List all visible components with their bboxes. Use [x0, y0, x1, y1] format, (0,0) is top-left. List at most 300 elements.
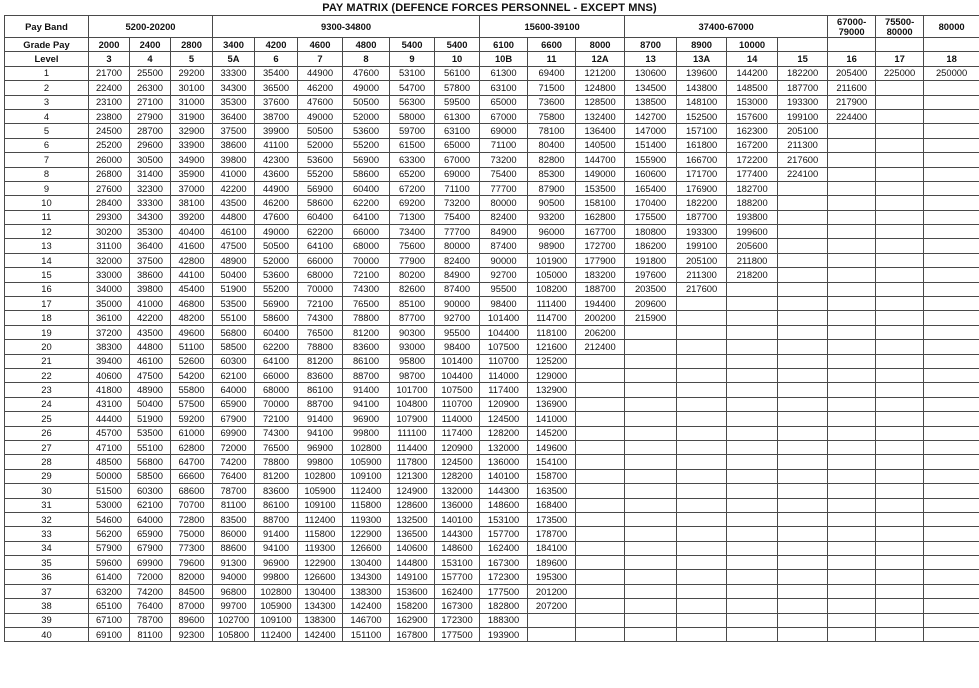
- pay-value-cell: 78800: [255, 455, 298, 469]
- pay-value-cell: 57800: [435, 81, 480, 95]
- pay-value-cell: 134300: [298, 599, 343, 613]
- pay-value-cell: 209600: [625, 297, 677, 311]
- pay-value-cell: 37000: [171, 181, 213, 195]
- pay-value-cell: [778, 225, 828, 239]
- pay-value-cell: [778, 570, 828, 584]
- pay-value-cell: [778, 469, 828, 483]
- pay-value-cell: [727, 570, 778, 584]
- pay-value-cell: 183200: [576, 268, 625, 282]
- table-row: [5, 368, 979, 382]
- grade-pay-cell: 2400: [130, 38, 171, 52]
- pay-value-cell: [625, 484, 677, 498]
- table-row: [5, 527, 979, 541]
- pay-value-cell: [924, 484, 979, 498]
- pay-value-cell: [876, 325, 924, 339]
- pay-value-cell: 72000: [130, 570, 171, 584]
- pay-value-cell: [778, 613, 828, 627]
- pay-value-cell: 201200: [528, 584, 576, 598]
- pay-value-cell: 142400: [343, 599, 390, 613]
- pay-value-cell: 153500: [576, 181, 625, 195]
- pay-value-cell: 193300: [778, 95, 828, 109]
- pay-value-cell: 96900: [255, 556, 298, 570]
- pay-value-cell: [828, 210, 876, 224]
- pay-value-cell: [576, 426, 625, 440]
- table-row: [5, 181, 979, 195]
- table-row: [5, 570, 979, 584]
- pay-value-cell: 95800: [390, 354, 435, 368]
- pay-value-cell: [828, 153, 876, 167]
- pay-value-cell: 26300: [130, 81, 171, 95]
- pay-value-cell: [677, 613, 727, 627]
- pay-value-cell: 134300: [343, 570, 390, 584]
- pay-value-cell: 33900: [171, 138, 213, 152]
- pay-value-cell: 88700: [343, 368, 390, 382]
- pay-value-cell: [576, 484, 625, 498]
- pay-value-cell: 85100: [390, 297, 435, 311]
- grade-pay-label: Grade Pay: [5, 38, 89, 52]
- pay-value-cell: 158200: [390, 599, 435, 613]
- pay-value-cell: 33000: [89, 268, 130, 282]
- level-header-cell: 5A: [213, 52, 255, 66]
- pay-value-cell: 187700: [778, 81, 828, 95]
- pay-value-cell: 50500: [298, 124, 343, 138]
- pay-value-cell: 67900: [130, 541, 171, 555]
- pay-value-cell: [876, 253, 924, 267]
- table-row: [5, 138, 979, 152]
- pay-value-cell: 29300: [89, 210, 130, 224]
- pay-value-cell: 37200: [89, 325, 130, 339]
- pay-value-cell: [625, 498, 677, 512]
- pay-value-cell: [778, 181, 828, 195]
- pay-value-cell: 117800: [390, 455, 435, 469]
- row-index-cell: 33: [5, 527, 89, 541]
- pay-value-cell: 52000: [298, 138, 343, 152]
- pay-value-cell: [924, 584, 979, 598]
- pay-value-cell: 47600: [298, 95, 343, 109]
- pay-value-cell: [727, 354, 778, 368]
- pay-value-cell: 121200: [576, 66, 625, 80]
- pay-value-cell: 44800: [213, 210, 255, 224]
- pay-value-cell: 50000: [89, 469, 130, 483]
- pay-value-cell: [778, 196, 828, 210]
- pay-value-cell: 140100: [480, 469, 528, 483]
- grade-pay-cell: 8900: [677, 38, 727, 52]
- pay-value-cell: [625, 325, 677, 339]
- pay-value-cell: 67900: [213, 412, 255, 426]
- pay-value-cell: [727, 325, 778, 339]
- pay-value-cell: [528, 628, 576, 642]
- pay-value-cell: 77300: [171, 541, 213, 555]
- pay-value-cell: 94100: [343, 397, 390, 411]
- pay-value-cell: [778, 512, 828, 526]
- pay-value-cell: 197600: [625, 268, 677, 282]
- pay-value-cell: 124900: [390, 484, 435, 498]
- pay-value-cell: 158100: [576, 196, 625, 210]
- pay-value-cell: [924, 181, 979, 195]
- pay-value-cell: [876, 426, 924, 440]
- pay-value-cell: [625, 599, 677, 613]
- pay-value-cell: 163500: [528, 484, 576, 498]
- pay-value-cell: [727, 512, 778, 526]
- table-body: [5, 66, 979, 642]
- pay-value-cell: 189600: [528, 556, 576, 570]
- pay-value-cell: [828, 268, 876, 282]
- pay-value-cell: 117400: [480, 383, 528, 397]
- table-row: [5, 469, 979, 483]
- pay-value-cell: [778, 239, 828, 253]
- pay-value-cell: [677, 628, 727, 642]
- pay-value-cell: [924, 81, 979, 95]
- pay-value-cell: 73200: [480, 153, 528, 167]
- pay-value-cell: 199100: [677, 239, 727, 253]
- pay-value-cell: 66600: [171, 469, 213, 483]
- pay-value-cell: [828, 397, 876, 411]
- pay-value-cell: [876, 556, 924, 570]
- pay-value-cell: [727, 311, 778, 325]
- pay-value-cell: [677, 325, 727, 339]
- table-row: [5, 167, 979, 181]
- pay-value-cell: 153100: [480, 512, 528, 526]
- pay-value-cell: [778, 354, 828, 368]
- pay-value-cell: 180800: [625, 225, 677, 239]
- pay-value-cell: 70000: [298, 282, 343, 296]
- level-header-cell: 15: [778, 52, 828, 66]
- pay-value-cell: [677, 340, 727, 354]
- pay-value-cell: 37500: [213, 124, 255, 138]
- level-header-cell: 8: [343, 52, 390, 66]
- pay-value-cell: 34300: [130, 210, 171, 224]
- pay-value-cell: 205600: [727, 239, 778, 253]
- pay-value-cell: 115800: [298, 527, 343, 541]
- pay-value-cell: [924, 527, 979, 541]
- table-row: [5, 397, 979, 411]
- row-index-cell: 35: [5, 556, 89, 570]
- table-row: [5, 584, 979, 598]
- pay-value-cell: [625, 613, 677, 627]
- level-row: [5, 52, 979, 66]
- pay-value-cell: [576, 613, 625, 627]
- pay-value-cell: 81100: [130, 628, 171, 642]
- pay-value-cell: 124800: [576, 81, 625, 95]
- pay-value-cell: 32300: [130, 181, 171, 195]
- pay-value-cell: [924, 95, 979, 109]
- pay-value-cell: 167700: [576, 225, 625, 239]
- pay-value-cell: 144200: [727, 66, 778, 80]
- pay-value-cell: [876, 167, 924, 181]
- pay-value-cell: [778, 210, 828, 224]
- pay-value-cell: 32900: [171, 124, 213, 138]
- pay-band-cell: 9300-34800: [213, 16, 480, 38]
- pay-value-cell: [876, 613, 924, 627]
- pay-value-cell: 76500: [298, 325, 343, 339]
- pay-value-cell: 136900: [528, 397, 576, 411]
- row-index-cell: 2: [5, 81, 89, 95]
- pay-value-cell: [828, 354, 876, 368]
- pay-value-cell: 121600: [528, 340, 576, 354]
- pay-value-cell: 80400: [528, 138, 576, 152]
- pay-value-cell: 55800: [171, 383, 213, 397]
- pay-value-cell: 93000: [390, 340, 435, 354]
- pay-value-cell: 82000: [171, 570, 213, 584]
- pay-value-cell: [677, 368, 727, 382]
- pay-value-cell: 155900: [625, 153, 677, 167]
- pay-value-cell: 102800: [255, 584, 298, 598]
- pay-value-cell: 31000: [171, 95, 213, 109]
- pay-value-cell: [828, 455, 876, 469]
- pay-value-cell: 126600: [343, 541, 390, 555]
- pay-value-cell: 62800: [171, 440, 213, 454]
- pay-value-cell: [576, 397, 625, 411]
- table-row: [5, 599, 979, 613]
- pay-value-cell: [625, 397, 677, 411]
- pay-value-cell: 51100: [171, 340, 213, 354]
- pay-value-cell: [924, 253, 979, 267]
- pay-value-cell: 29200: [171, 66, 213, 80]
- grade-pay-cell: 3400: [213, 38, 255, 52]
- pay-value-cell: 35300: [213, 95, 255, 109]
- pay-value-cell: 61300: [480, 66, 528, 80]
- pay-value-cell: 130400: [298, 584, 343, 598]
- pay-value-cell: 53600: [255, 268, 298, 282]
- pay-value-cell: [924, 210, 979, 224]
- pay-value-cell: [677, 412, 727, 426]
- pay-value-cell: 188200: [727, 196, 778, 210]
- pay-value-cell: [876, 628, 924, 642]
- pay-value-cell: 69000: [435, 167, 480, 181]
- pay-value-cell: 43500: [130, 325, 171, 339]
- pay-value-cell: [828, 282, 876, 296]
- pay-value-cell: 122900: [298, 556, 343, 570]
- pay-value-cell: 104400: [480, 325, 528, 339]
- pay-value-cell: 217600: [778, 153, 828, 167]
- pay-value-cell: [778, 311, 828, 325]
- pay-value-cell: 153000: [727, 95, 778, 109]
- pay-value-cell: 56800: [130, 455, 171, 469]
- table-row: [5, 455, 979, 469]
- pay-value-cell: 132000: [480, 440, 528, 454]
- pay-value-cell: [876, 124, 924, 138]
- pay-value-cell: [625, 340, 677, 354]
- pay-value-cell: 83600: [255, 484, 298, 498]
- table-row: [5, 628, 979, 642]
- pay-value-cell: [576, 512, 625, 526]
- pay-value-cell: [876, 541, 924, 555]
- pay-value-cell: 46200: [255, 196, 298, 210]
- pay-value-cell: 55100: [130, 440, 171, 454]
- pay-value-cell: 50400: [130, 397, 171, 411]
- pay-value-cell: 107500: [480, 340, 528, 354]
- row-index-cell: 23: [5, 383, 89, 397]
- pay-value-cell: [576, 570, 625, 584]
- pay-value-cell: [828, 613, 876, 627]
- pay-value-cell: 45400: [171, 282, 213, 296]
- pay-value-cell: 58500: [130, 469, 171, 483]
- pay-value-cell: [677, 383, 727, 397]
- pay-value-cell: [876, 95, 924, 109]
- pay-value-cell: [727, 599, 778, 613]
- pay-value-cell: 42200: [213, 181, 255, 195]
- pay-value-cell: 53000: [89, 498, 130, 512]
- pay-value-cell: 102800: [343, 440, 390, 454]
- pay-value-cell: 30100: [171, 81, 213, 95]
- pay-value-cell: [778, 440, 828, 454]
- pay-value-cell: 48900: [130, 383, 171, 397]
- pay-value-cell: 53600: [298, 153, 343, 167]
- pay-value-cell: [576, 412, 625, 426]
- pay-value-cell: [778, 599, 828, 613]
- pay-value-cell: [677, 455, 727, 469]
- pay-value-cell: 105900: [255, 599, 298, 613]
- pay-value-cell: 86100: [255, 498, 298, 512]
- pay-value-cell: 157600: [727, 109, 778, 123]
- pay-value-cell: 167300: [480, 556, 528, 570]
- pay-value-cell: 138300: [298, 613, 343, 627]
- pay-value-cell: [727, 340, 778, 354]
- row-index-cell: 27: [5, 440, 89, 454]
- pay-value-cell: 77700: [435, 225, 480, 239]
- grade-pay-cell: 6600: [528, 38, 576, 52]
- pay-value-cell: 65900: [213, 397, 255, 411]
- pay-value-cell: 66000: [343, 225, 390, 239]
- pay-value-cell: 162300: [727, 124, 778, 138]
- pay-value-cell: [677, 570, 727, 584]
- pay-value-cell: 64100: [343, 210, 390, 224]
- pay-value-cell: 206200: [576, 325, 625, 339]
- pay-value-cell: 60400: [255, 325, 298, 339]
- pay-value-cell: 38600: [130, 268, 171, 282]
- pay-value-cell: 98400: [480, 297, 528, 311]
- table-row: [5, 426, 979, 440]
- pay-value-cell: 121300: [390, 469, 435, 483]
- pay-value-cell: [778, 584, 828, 598]
- row-index-cell: 17: [5, 297, 89, 311]
- pay-value-cell: 78700: [213, 484, 255, 498]
- pay-value-cell: 81200: [343, 325, 390, 339]
- pay-value-cell: 104800: [390, 397, 435, 411]
- pay-value-cell: 37600: [255, 95, 298, 109]
- pay-value-cell: 27900: [130, 109, 171, 123]
- pay-value-cell: 92700: [435, 311, 480, 325]
- pay-value-cell: [828, 570, 876, 584]
- pay-value-cell: [727, 541, 778, 555]
- row-index-cell: 40: [5, 628, 89, 642]
- pay-value-cell: [576, 541, 625, 555]
- pay-value-cell: 82400: [480, 210, 528, 224]
- pay-value-cell: 87400: [480, 239, 528, 253]
- pay-value-cell: 54700: [390, 81, 435, 95]
- pay-value-cell: 166700: [677, 153, 727, 167]
- pay-value-cell: 55200: [255, 282, 298, 296]
- pay-value-cell: 86100: [343, 354, 390, 368]
- pay-value-cell: 175500: [625, 210, 677, 224]
- pay-value-cell: 99800: [298, 455, 343, 469]
- pay-value-cell: 75400: [435, 210, 480, 224]
- row-index-cell: 16: [5, 282, 89, 296]
- level-header-cell: 6: [255, 52, 298, 66]
- pay-value-cell: 56200: [89, 527, 130, 541]
- pay-value-cell: [828, 556, 876, 570]
- pay-value-cell: 66000: [255, 368, 298, 382]
- pay-value-cell: 86000: [213, 527, 255, 541]
- table-row: [5, 210, 979, 224]
- pay-value-cell: 28700: [130, 124, 171, 138]
- pay-value-cell: 205100: [677, 253, 727, 267]
- table-row: [5, 268, 979, 282]
- pay-value-cell: 59200: [171, 412, 213, 426]
- pay-value-cell: 108200: [528, 282, 576, 296]
- pay-value-cell: 184100: [528, 541, 576, 555]
- pay-value-cell: 37500: [130, 253, 171, 267]
- row-index-cell: 3: [5, 95, 89, 109]
- pay-value-cell: 211600: [828, 81, 876, 95]
- pay-value-cell: [876, 109, 924, 123]
- pay-value-cell: 167200: [727, 138, 778, 152]
- pay-value-cell: 110700: [435, 397, 480, 411]
- pay-value-cell: 86100: [298, 383, 343, 397]
- pay-value-cell: [625, 412, 677, 426]
- pay-value-cell: 157100: [677, 124, 727, 138]
- pay-band-cell: 15600-39100: [480, 16, 625, 38]
- pay-value-cell: [924, 613, 979, 627]
- pay-value-cell: 43500: [213, 196, 255, 210]
- pay-value-cell: 87900: [528, 181, 576, 195]
- row-index-cell: 25: [5, 412, 89, 426]
- pay-value-cell: [828, 239, 876, 253]
- pay-value-cell: 39400: [89, 354, 130, 368]
- pay-value-cell: [625, 512, 677, 526]
- pay-band-cell: 75500-80000: [876, 16, 924, 38]
- pay-value-cell: [828, 297, 876, 311]
- pay-value-cell: 39200: [171, 210, 213, 224]
- pay-value-cell: 52000: [255, 253, 298, 267]
- pay-value-cell: 74200: [213, 455, 255, 469]
- pay-value-cell: 173500: [528, 512, 576, 526]
- pay-value-cell: 82400: [435, 253, 480, 267]
- pay-value-cell: 80000: [435, 239, 480, 253]
- row-index-cell: 36: [5, 570, 89, 584]
- pay-value-cell: 132400: [576, 109, 625, 123]
- pay-value-cell: 29600: [130, 138, 171, 152]
- pay-value-cell: 60300: [130, 484, 171, 498]
- pay-value-cell: 23800: [89, 109, 130, 123]
- pay-value-cell: 64000: [130, 512, 171, 526]
- pay-value-cell: 136000: [480, 455, 528, 469]
- pay-value-cell: 55200: [298, 167, 343, 181]
- pay-value-cell: [924, 599, 979, 613]
- pay-value-cell: [727, 584, 778, 598]
- pay-value-cell: 176900: [677, 181, 727, 195]
- pay-value-cell: [576, 440, 625, 454]
- pay-value-cell: 48900: [213, 253, 255, 267]
- page-title: PAY MATRIX (DEFENCE FORCES PERSONNEL - EXCEPT MNS): [322, 2, 657, 14]
- pay-value-cell: [727, 412, 778, 426]
- pay-value-cell: 46100: [130, 354, 171, 368]
- pay-value-cell: [778, 297, 828, 311]
- pay-value-cell: 62100: [130, 498, 171, 512]
- pay-value-cell: 99700: [213, 599, 255, 613]
- pay-value-cell: 114000: [435, 412, 480, 426]
- pay-value-cell: 68600: [171, 484, 213, 498]
- pay-value-cell: [924, 196, 979, 210]
- pay-value-cell: 78100: [528, 124, 576, 138]
- pay-value-cell: 63100: [435, 124, 480, 138]
- pay-value-cell: 146700: [343, 613, 390, 627]
- pay-value-cell: 90500: [528, 196, 576, 210]
- pay-value-cell: 51900: [213, 282, 255, 296]
- pay-value-cell: 115800: [343, 498, 390, 512]
- pay-value-cell: 224100: [778, 167, 828, 181]
- pay-value-cell: 68000: [343, 239, 390, 253]
